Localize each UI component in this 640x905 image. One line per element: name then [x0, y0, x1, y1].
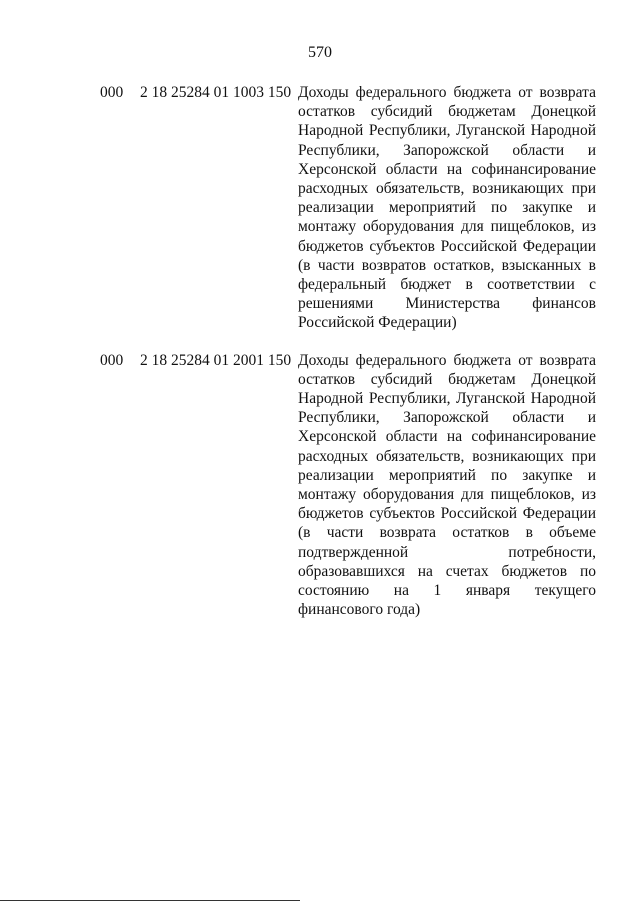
- revenue-description: Доходы федерального бюджета от возврата остатков субсидий бюджетам Донецкой Народной Республики, Луганской Народной Республики, Запорожской области и Херсонской области на софинансирование расходных обязательств, возникающих при реализации мероприятий по закупке и монтажу оборудования для пищеблоков, из бюджетов субъектов Российской Федерации (в части возвратов остатков, взысканных в федеральный бюджет в соответствии с решениями Министерства финансов Российской Федерации): [298, 84, 596, 332]
- table-row: [0, 83, 640, 333]
- page-number: 570: [308, 44, 332, 61]
- administrator-code: 000: [100, 351, 124, 369]
- administrator-code: 000: [100, 84, 124, 101]
- revenue-description: Доходы федерального бюджета от возврата остатков субсидий бюджетам Донецкой Народной Республики, Луганской Народной Республики, Запорожской области и Херсонской области на софинансирование расходных обязательств, возникающих при реализации мероприятий по закупке и монтажу оборудования для пищеблоков, из бюджетов субъектов Российской Федерации (в части возврата остатков в объеме подтвержденной потребности, образовавшихся на счетах бюджетов по состоянию на 1 января текущего финансового года): [298, 351, 596, 619]
- budget-classification-code: 2 18 25284 01 1003 150: [140, 84, 292, 101]
- footer-divider: [0, 900, 300, 901]
- budget-classification-code: 2 18 25284 01 2001 150: [140, 351, 292, 369]
- table-row: [0, 351, 640, 620]
- budget-code-table: [0, 83, 640, 637]
